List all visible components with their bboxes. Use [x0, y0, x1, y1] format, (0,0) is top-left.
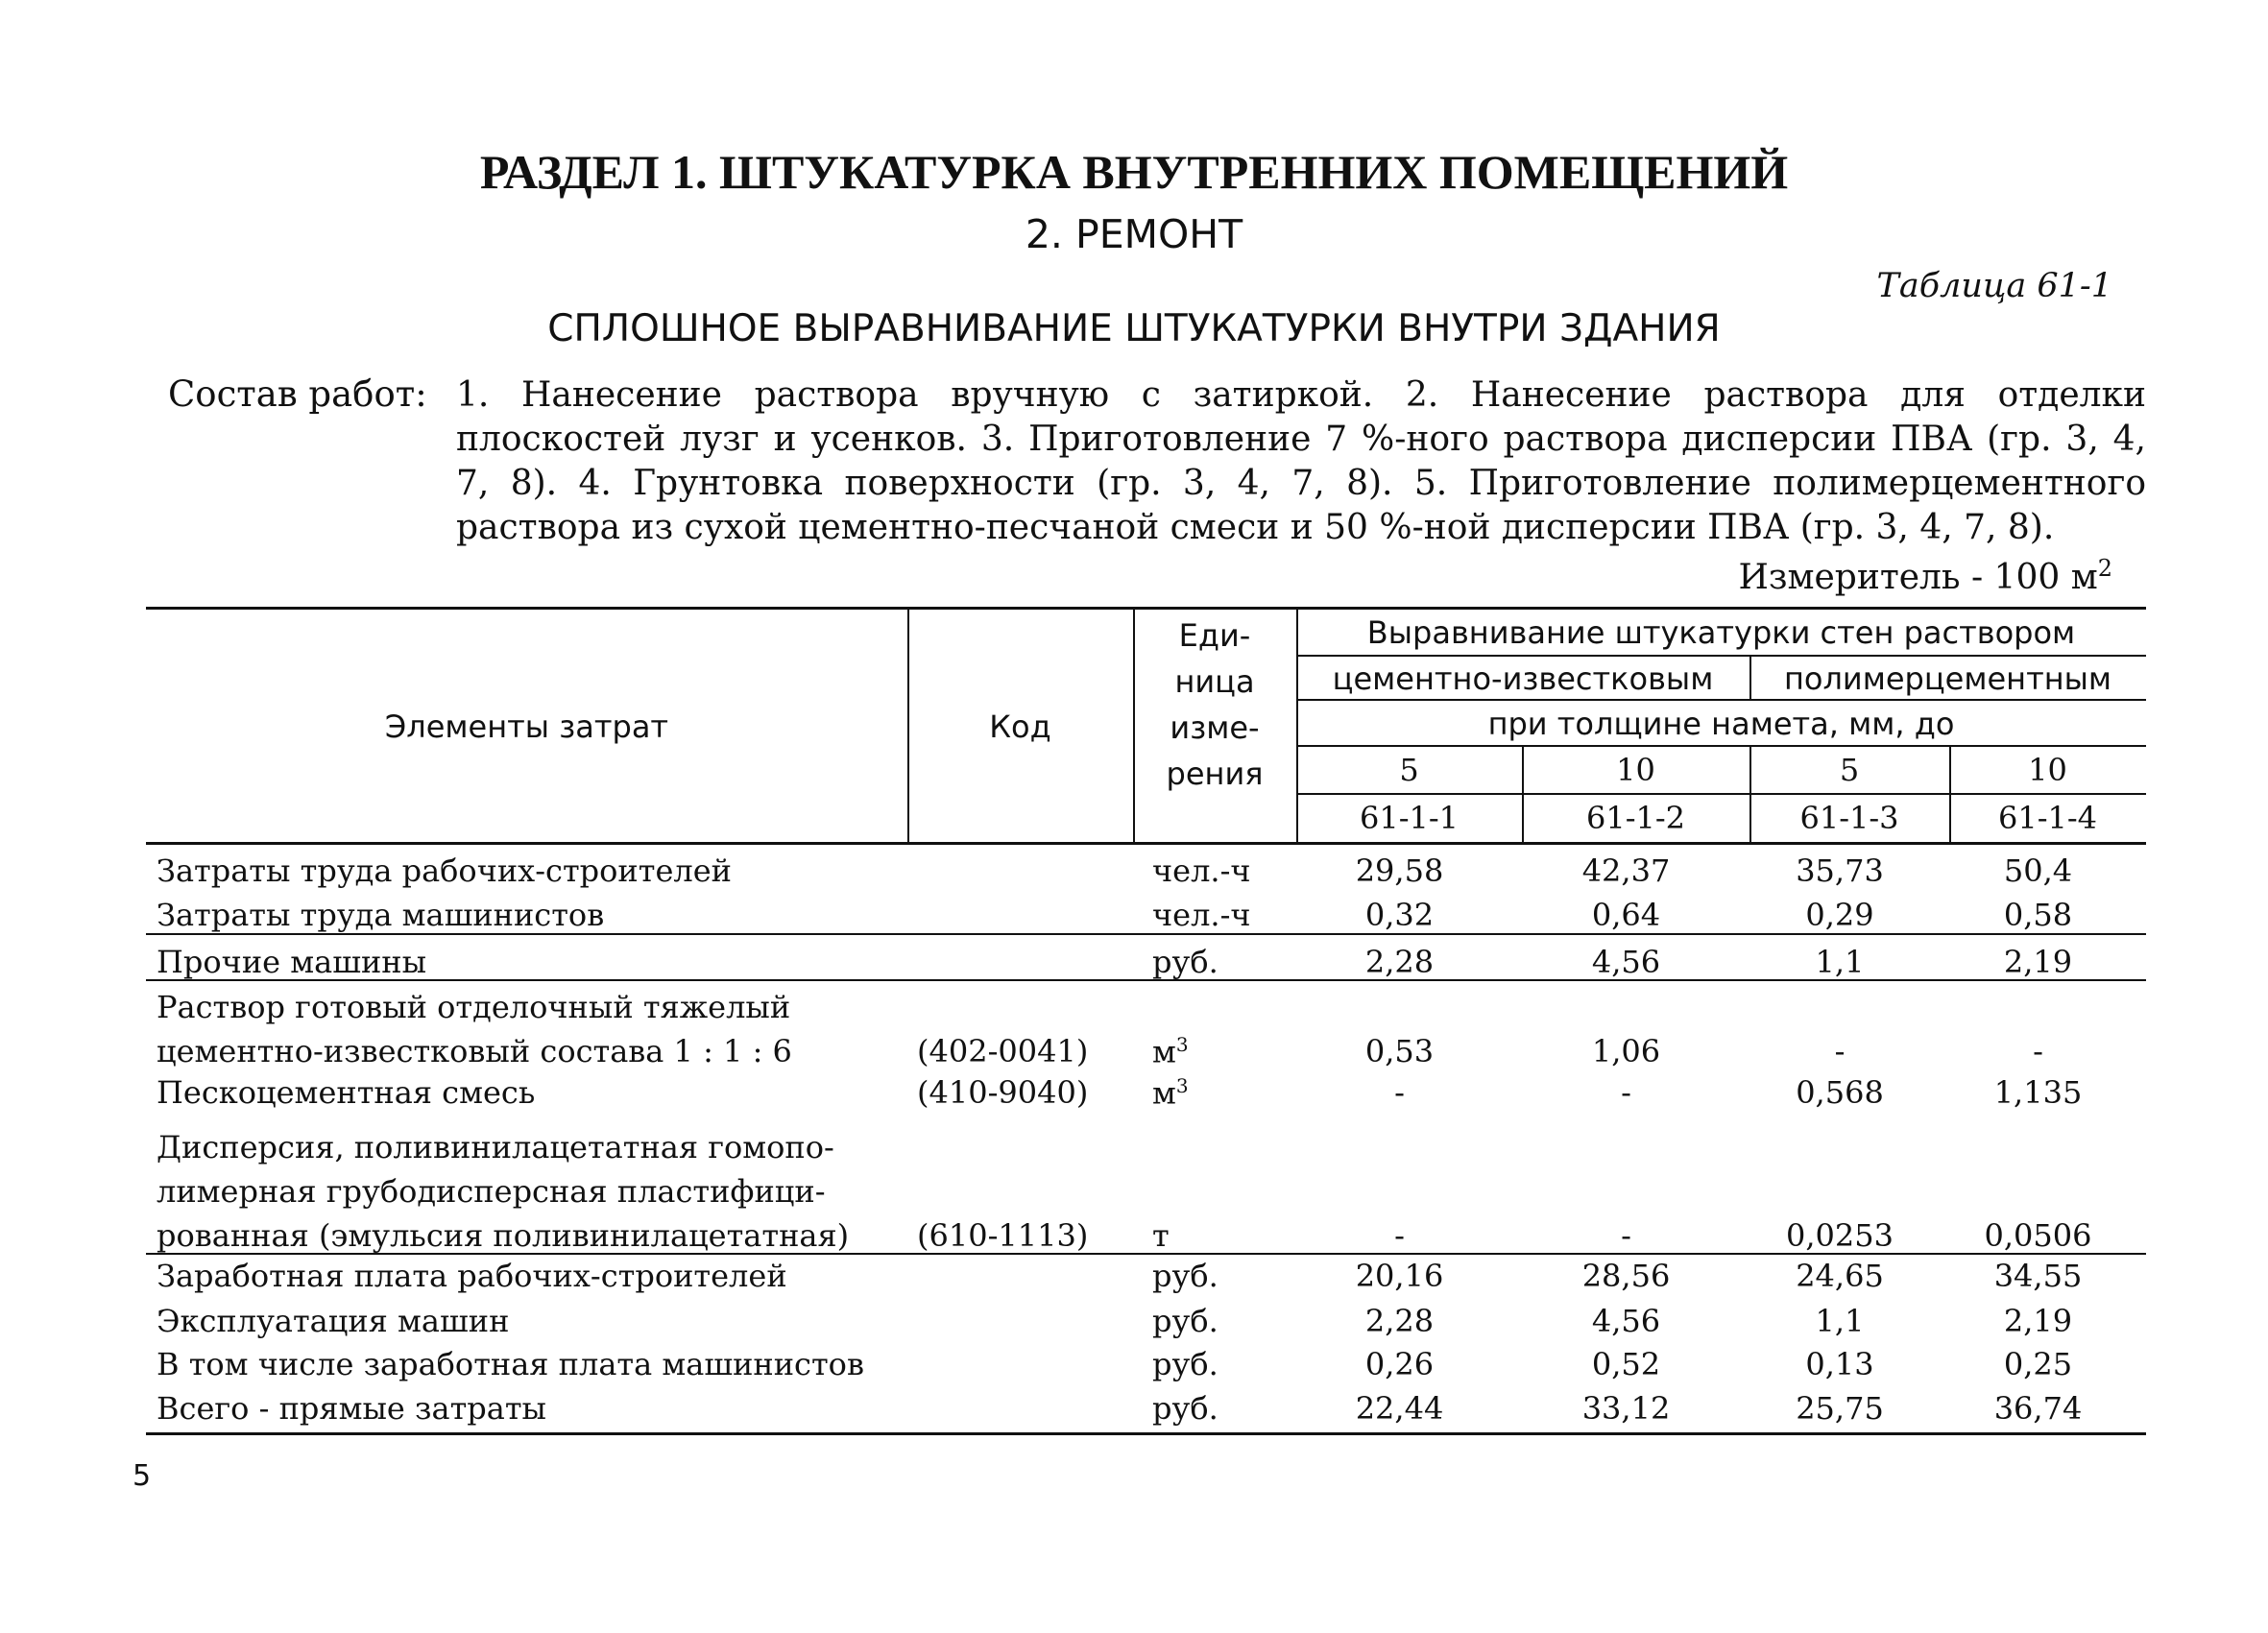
table-row-value: 0,26	[1364, 1346, 1435, 1382]
table-row-name: Всего - прямые затраты	[157, 1390, 546, 1427]
table-row-name: Заработная плата рабочих-строителей	[157, 1258, 787, 1294]
header-bottom-rule	[146, 842, 2146, 845]
table-title: СПЛОШНОЕ ВЫРАВНИВАНИЕ ШТУКАТУРКИ ВНУТРИ ЗДАНИЯ	[547, 307, 1721, 350]
header-norm-code: 61-1-4	[1997, 800, 2098, 836]
table-row-name: рованная (эмульсия поливинилацетатная)	[157, 1217, 850, 1254]
table-row-unit: руб.	[1152, 1346, 1218, 1382]
table-row-value: 0,32	[1364, 897, 1435, 933]
table-row-name: Эксплуатация машин	[157, 1303, 510, 1339]
header-thickness-value: 5	[1399, 752, 1419, 788]
work-composition-text: 1. Нанесение раствора вручную с затиркой. 2. Нанесение раствора для отделки плоскостей лузг и усенков. 3. Приготовление 7 %-ного раствора дисперсии ПВА (гр. 3, 4, 7, 8). 4. Грунтовка поверхности (гр. 3, 4, 7, 8). 5. Приготовление полимерцементного раствора из сухой цементно-песчаной смеси и 50 %-ной дисперсии ПВА (гр. 3, 4, 7, 8).	[456, 375, 2146, 547]
table-row-value: 1,135	[1993, 1074, 2083, 1111]
table-row-name: Затраты труда рабочих-строителей	[157, 853, 732, 889]
table-row-name: В том числе заработная плата машинистов	[157, 1346, 864, 1382]
table-top-rule	[146, 607, 2146, 610]
table-row-unit: чел.-ч	[1152, 897, 1251, 933]
table-row-value: -	[1394, 1074, 1405, 1111]
table-row-value: 50,4	[2003, 853, 2073, 889]
table-row-value: 2,28	[1364, 944, 1435, 980]
header-unit-line: изме-	[1170, 709, 1260, 746]
table-row-name: цементно-известковый состава 1 : 1 : 6	[157, 1033, 792, 1069]
table-section-rule	[146, 1432, 2146, 1435]
table-row-unit: чел.-ч	[1152, 853, 1251, 889]
table-row-value: 29,58	[1355, 853, 1444, 889]
table-row-unit: т	[1152, 1217, 1170, 1254]
table-row-unit: руб.	[1152, 1303, 1218, 1339]
table-row-code: (402-0041)	[917, 1033, 1089, 1069]
header-subgroup-cement-lime: цементно-известковым	[1332, 660, 1714, 697]
header-unit	[1133, 612, 1296, 797]
header-unit-line: Еди-	[1178, 617, 1251, 654]
header-unit-line: рения	[1166, 756, 1264, 792]
table-row-value: 4,56	[1591, 944, 1661, 980]
table-row-value: 35,73	[1796, 853, 1884, 889]
table-row-unit: $м^3$	[1152, 1074, 1189, 1112]
table-row-value: 0,568	[1796, 1074, 1884, 1111]
table-row-value: 0,0253	[1786, 1217, 1894, 1254]
table-row-value: -	[1621, 1074, 1631, 1111]
table-number: Таблица 61-1	[1876, 267, 2112, 305]
table-row-value: 0,52	[1591, 1346, 1661, 1382]
table-row-value: 34,55	[1993, 1258, 2083, 1294]
table-row-value: 0,0506	[1984, 1217, 2092, 1254]
table-row-name: Затраты труда машинистов	[157, 897, 605, 933]
table-row-value: 24,65	[1796, 1258, 1884, 1294]
header-unit-line: ница	[1174, 663, 1255, 700]
part-heading: 2. РЕМОНТ	[1025, 211, 1243, 257]
header-elements: Элементы затрат	[384, 708, 669, 745]
header-norm-code: 61-1-2	[1585, 800, 1686, 836]
table-row-value: 0,53	[1364, 1033, 1435, 1069]
table-row-code: (610-1113)	[917, 1217, 1089, 1254]
page-number: 5	[133, 1459, 152, 1493]
table-row-value: 0,25	[2003, 1346, 2073, 1382]
header-code: Код	[989, 708, 1051, 745]
table-row-value: 2,19	[2003, 1303, 2073, 1339]
table-row-value: -	[1621, 1217, 1631, 1254]
table-row-unit-exponent: 3	[1175, 1074, 1189, 1097]
table-row-name: Пескоцементная смесь	[157, 1074, 536, 1111]
header-norm-code: 61-1-3	[1799, 800, 1899, 836]
table-row-name: Дисперсия, поливинилацетатная гомопо-	[157, 1129, 834, 1165]
table-row-value: 0,58	[2003, 897, 2073, 933]
table-row-value: 1,1	[1815, 1303, 1865, 1339]
table-row-value: 2,19	[2003, 944, 2073, 980]
header-norm-code: 61-1-1	[1359, 800, 1460, 836]
table-row-value: 4,56	[1591, 1303, 1661, 1339]
table-row-value: -	[1394, 1217, 1405, 1254]
table-row-value: 42,37	[1581, 853, 1671, 889]
header-rule-subgroups	[1296, 699, 2146, 701]
table-row-unit: руб.	[1152, 944, 1218, 980]
table-row-value: 0,64	[1591, 897, 1661, 933]
table-section-rule	[146, 933, 2146, 935]
table-row-value: 28,56	[1581, 1258, 1671, 1294]
header-thickness: при толщине намета, мм, до	[1487, 706, 1955, 742]
table-row-name: Прочие машины	[157, 944, 427, 980]
section-heading: РАЗДЕЛ 1. ШТУКАТУРКА ВНУТРЕННИХ ПОМЕЩЕНИЙ	[479, 145, 1789, 199]
table-row-value: 36,74	[1993, 1390, 2083, 1427]
header-thickness-value: 10	[2028, 752, 2067, 788]
table-row-unit: руб.	[1152, 1390, 1218, 1427]
header-rule-group	[1296, 655, 2146, 657]
table-row-code: (410-9040)	[917, 1074, 1089, 1111]
work-composition-label: Состав работ:	[168, 373, 427, 415]
table-row-value: 20,16	[1355, 1258, 1444, 1294]
measurement-unit-text: Измеритель - 100 м	[1738, 558, 2098, 597]
table-row-value: 0,29	[1805, 897, 1874, 933]
table-row-value: 1,1	[1815, 944, 1865, 980]
table-row-value: 1,06	[1591, 1033, 1661, 1069]
table-section-rule	[146, 1253, 2146, 1255]
header-group: Выравнивание штукатурки стен раствором	[1366, 614, 2076, 651]
header-thickness-value: 5	[1839, 752, 1860, 788]
table-row-value: -	[2033, 1033, 2043, 1069]
header-thickness-value: 10	[1616, 752, 1655, 788]
table-row-unit: руб.	[1152, 1258, 1218, 1294]
table-row-value: 2,28	[1364, 1303, 1435, 1339]
table-row-value: 0,13	[1805, 1346, 1874, 1382]
header-rule-thickness	[1296, 745, 2146, 747]
table-row-value: 22,44	[1355, 1390, 1444, 1427]
table-row-value: 33,12	[1581, 1390, 1671, 1427]
header-subgroup-polymer-cement: полимерцементным	[1783, 660, 2112, 697]
measurement-unit-exponent: 2	[2097, 555, 2112, 582]
table-section-rule	[146, 979, 2146, 981]
table-row-name: Раствор готовый отделочный тяжелый	[157, 989, 791, 1025]
header-rule-thickness-values	[1296, 793, 2146, 795]
table-row-name: лимерная грубодисперсная пластифици-	[157, 1173, 826, 1210]
table-row-unit: $м^3$	[1152, 1033, 1189, 1070]
table-row-unit-exponent: 3	[1175, 1033, 1189, 1056]
table-row-value: -	[1834, 1033, 1846, 1069]
measurement-unit	[1738, 555, 2112, 597]
table-row-value: 25,75	[1796, 1390, 1884, 1427]
